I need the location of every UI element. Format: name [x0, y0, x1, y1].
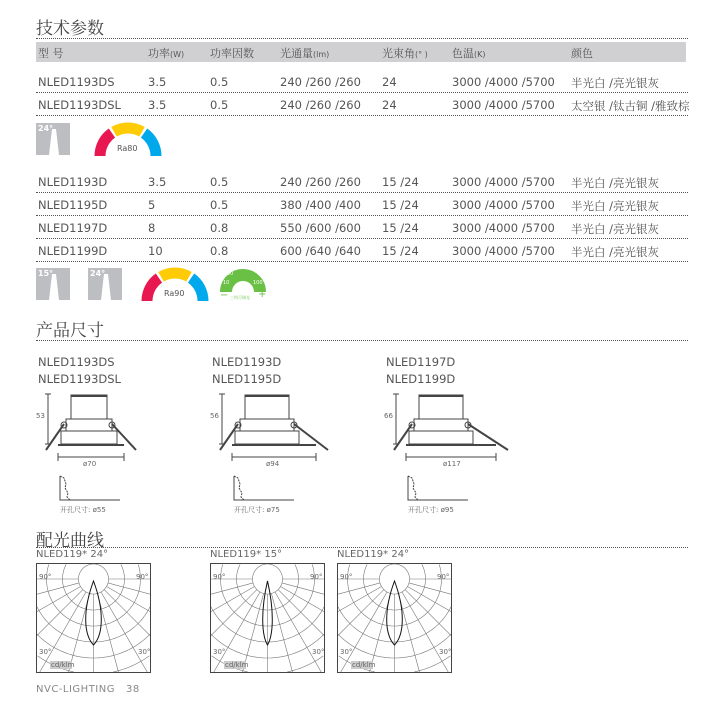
diameter-label: ø117	[443, 460, 461, 468]
header-unit: (° )	[415, 50, 428, 59]
brand: NVC-LIGHTING	[36, 684, 115, 695]
table-row	[0, 195, 724, 217]
cutout-label: 开孔尺寸: ø75	[234, 506, 280, 514]
curve-label: NLED119* 15°	[210, 549, 283, 560]
table-cell: 600 /640 /640	[280, 244, 361, 258]
angle-label: 30°	[39, 648, 52, 656]
table-cell: 半光白 /亮光银灰	[571, 76, 660, 90]
height-label: 53	[36, 412, 45, 420]
angle-label: 30°	[340, 648, 353, 656]
row-divider	[36, 261, 688, 262]
table-cell: NLED1199D	[38, 244, 108, 258]
table-cell: 半光白 /亮光银灰	[571, 245, 660, 259]
table-cell: 0.5	[210, 75, 229, 89]
height-label: 66	[384, 412, 393, 420]
polar-curve	[337, 549, 455, 674]
dimmer-level: 10	[223, 280, 230, 286]
curve-label: NLED119* 24°	[337, 549, 410, 560]
divider	[36, 547, 688, 548]
table-cell: NLED1193D	[38, 175, 108, 189]
header-label: 功率因数	[210, 47, 254, 60]
cri-label: Ra80	[117, 144, 138, 153]
dimension-drawing	[386, 354, 556, 519]
table-cell: NLED1193DSL	[38, 98, 121, 112]
dimmer-level: 100	[253, 280, 263, 286]
table-row	[0, 95, 724, 117]
row-divider	[36, 92, 688, 93]
model-name: NLED1197D	[386, 355, 456, 369]
table-cell: 550 /600 /600	[280, 221, 361, 235]
spec-table-header	[36, 42, 686, 62]
table-cell: NLED1193DS	[38, 75, 115, 89]
table-cell: 半光白 /亮光银灰	[571, 222, 660, 236]
table-cell: 3.5	[148, 175, 167, 189]
table-cell: 3000 /4000 /5700	[452, 75, 555, 89]
cri-label: Ra90	[164, 289, 185, 298]
table-cell: NLED1195D	[38, 198, 108, 212]
angle-label: 30°	[138, 648, 151, 656]
table-cell: 24	[382, 98, 397, 112]
header-cell	[210, 45, 254, 61]
beam-label: 24°	[38, 124, 54, 133]
header-cell	[38, 45, 64, 61]
divider	[36, 38, 688, 39]
model-name: NLED1193DSL	[38, 372, 121, 386]
table-cell: 半光白 /亮光银灰	[571, 176, 660, 190]
table-cell: 8	[148, 221, 156, 235]
height-label: 56	[210, 412, 219, 420]
table-cell: NLED1197D	[38, 221, 108, 235]
dimmer-label: 三档可调光	[230, 295, 250, 300]
table-cell: 380 /400 /400	[280, 198, 361, 212]
table-cell: 24	[382, 75, 397, 89]
table-row	[0, 241, 724, 263]
beam-angle-icon	[36, 268, 70, 300]
table-cell: 3000 /4000 /5700	[452, 175, 555, 189]
dimmer-minus: −	[220, 290, 229, 301]
model-name: NLED1193D	[212, 355, 282, 369]
header-unit: (lm)	[313, 50, 330, 59]
table-cell: 3000 /4000 /5700	[452, 198, 555, 212]
header-unit: (K)	[474, 50, 486, 59]
row-divider	[36, 238, 688, 239]
row-divider	[36, 215, 688, 216]
header-label: 光通量	[280, 47, 313, 60]
angle-label: 90°	[213, 573, 226, 581]
table-cell: 3000 /4000 /5700	[452, 244, 555, 258]
header-label: 光束角	[382, 47, 415, 60]
model-name: NLED1193DS	[38, 355, 115, 369]
header-label: 功率	[148, 47, 170, 60]
unit-label: cd/klm	[225, 661, 249, 669]
dimension-drawing	[212, 354, 382, 519]
model-name: NLED1195D	[212, 372, 282, 386]
table-cell: 3000 /4000 /5700	[452, 98, 555, 112]
cutout-label: 开孔尺寸: ø55	[60, 506, 106, 514]
header-unit: (W)	[170, 50, 185, 59]
curve-label: NLED119* 24°	[36, 549, 109, 560]
row-divider	[36, 192, 688, 193]
header-cell	[382, 45, 428, 61]
luminaire-drawing	[212, 354, 382, 519]
spec-title: 技术参数	[36, 19, 104, 39]
table-row	[0, 218, 724, 240]
diameter-label: ø94	[266, 460, 280, 468]
table-cell: 0.5	[210, 175, 229, 189]
header-cell	[280, 45, 329, 61]
header-label: 颜色	[571, 47, 593, 60]
header-cell	[148, 45, 184, 61]
dimmer-level: 50	[227, 271, 234, 277]
divider	[36, 340, 688, 341]
luminaire-drawing	[38, 354, 208, 519]
dimension-drawing	[38, 354, 208, 519]
table-cell: 0.8	[210, 244, 229, 258]
header-label: 色温	[452, 47, 474, 60]
header-cell	[571, 45, 593, 61]
angle-label: 30°	[439, 648, 452, 656]
table-cell: 半光白 /亮光银灰	[571, 199, 660, 213]
cri-gauge-icon	[93, 122, 163, 156]
angle-label: 90°	[340, 573, 353, 581]
table-cell: 3.5	[148, 98, 167, 112]
table-cell: 太空银 /钛古铜 /雅致棕	[571, 99, 690, 113]
angle-label: 30°	[213, 648, 226, 656]
luminaire-drawing	[386, 354, 556, 519]
dimmer-plus: +	[258, 289, 267, 300]
polar-curve	[36, 549, 154, 674]
table-row	[0, 172, 724, 194]
table-cell: 15 /24	[382, 198, 419, 212]
unit-label: cd/klm	[51, 661, 75, 669]
angle-label: 90°	[310, 573, 323, 581]
table-cell: 3.5	[148, 75, 167, 89]
table-row	[0, 72, 724, 94]
polar-curve	[210, 549, 328, 674]
cutout-label: 开孔尺寸: ø95	[408, 506, 454, 514]
table-cell: 10	[148, 244, 163, 258]
table-cell: 15 /24	[382, 221, 419, 235]
header-cell	[452, 45, 486, 61]
diameter-label: ø70	[83, 460, 97, 468]
table-cell: 0.5	[210, 198, 229, 212]
dims-title: 产品尺寸	[36, 321, 104, 341]
beam-angle-icon	[36, 123, 70, 155]
table-cell: 3000 /4000 /5700	[452, 221, 555, 235]
table-cell: 240 /260 /260	[280, 175, 361, 189]
angle-label: 90°	[39, 573, 52, 581]
angle-label: 30°	[312, 648, 325, 656]
beam-angle-icon	[88, 268, 122, 300]
row-divider	[36, 115, 688, 116]
table-cell: 0.5	[210, 98, 229, 112]
dimmer-icon	[218, 266, 268, 302]
page-number: 38	[126, 684, 140, 695]
table-cell: 240 /260 /260	[280, 98, 361, 112]
table-cell: 15 /24	[382, 175, 419, 189]
cri-gauge-icon	[140, 267, 210, 301]
unit-label: cd/klm	[352, 661, 376, 669]
table-cell: 0.8	[210, 221, 229, 235]
beam-label: 24°	[90, 269, 106, 278]
table-cell: 5	[148, 198, 156, 212]
beam-label: 15°	[38, 269, 54, 278]
angle-label: 90°	[136, 573, 149, 581]
table-cell: 240 /260 /260	[280, 75, 361, 89]
table-cell: 15 /24	[382, 244, 419, 258]
curves-title: 配光曲线	[36, 531, 104, 551]
header-label: 型 号	[38, 47, 64, 60]
model-name: NLED1199D	[386, 372, 456, 386]
footer	[36, 684, 140, 695]
angle-label: 90°	[437, 573, 450, 581]
